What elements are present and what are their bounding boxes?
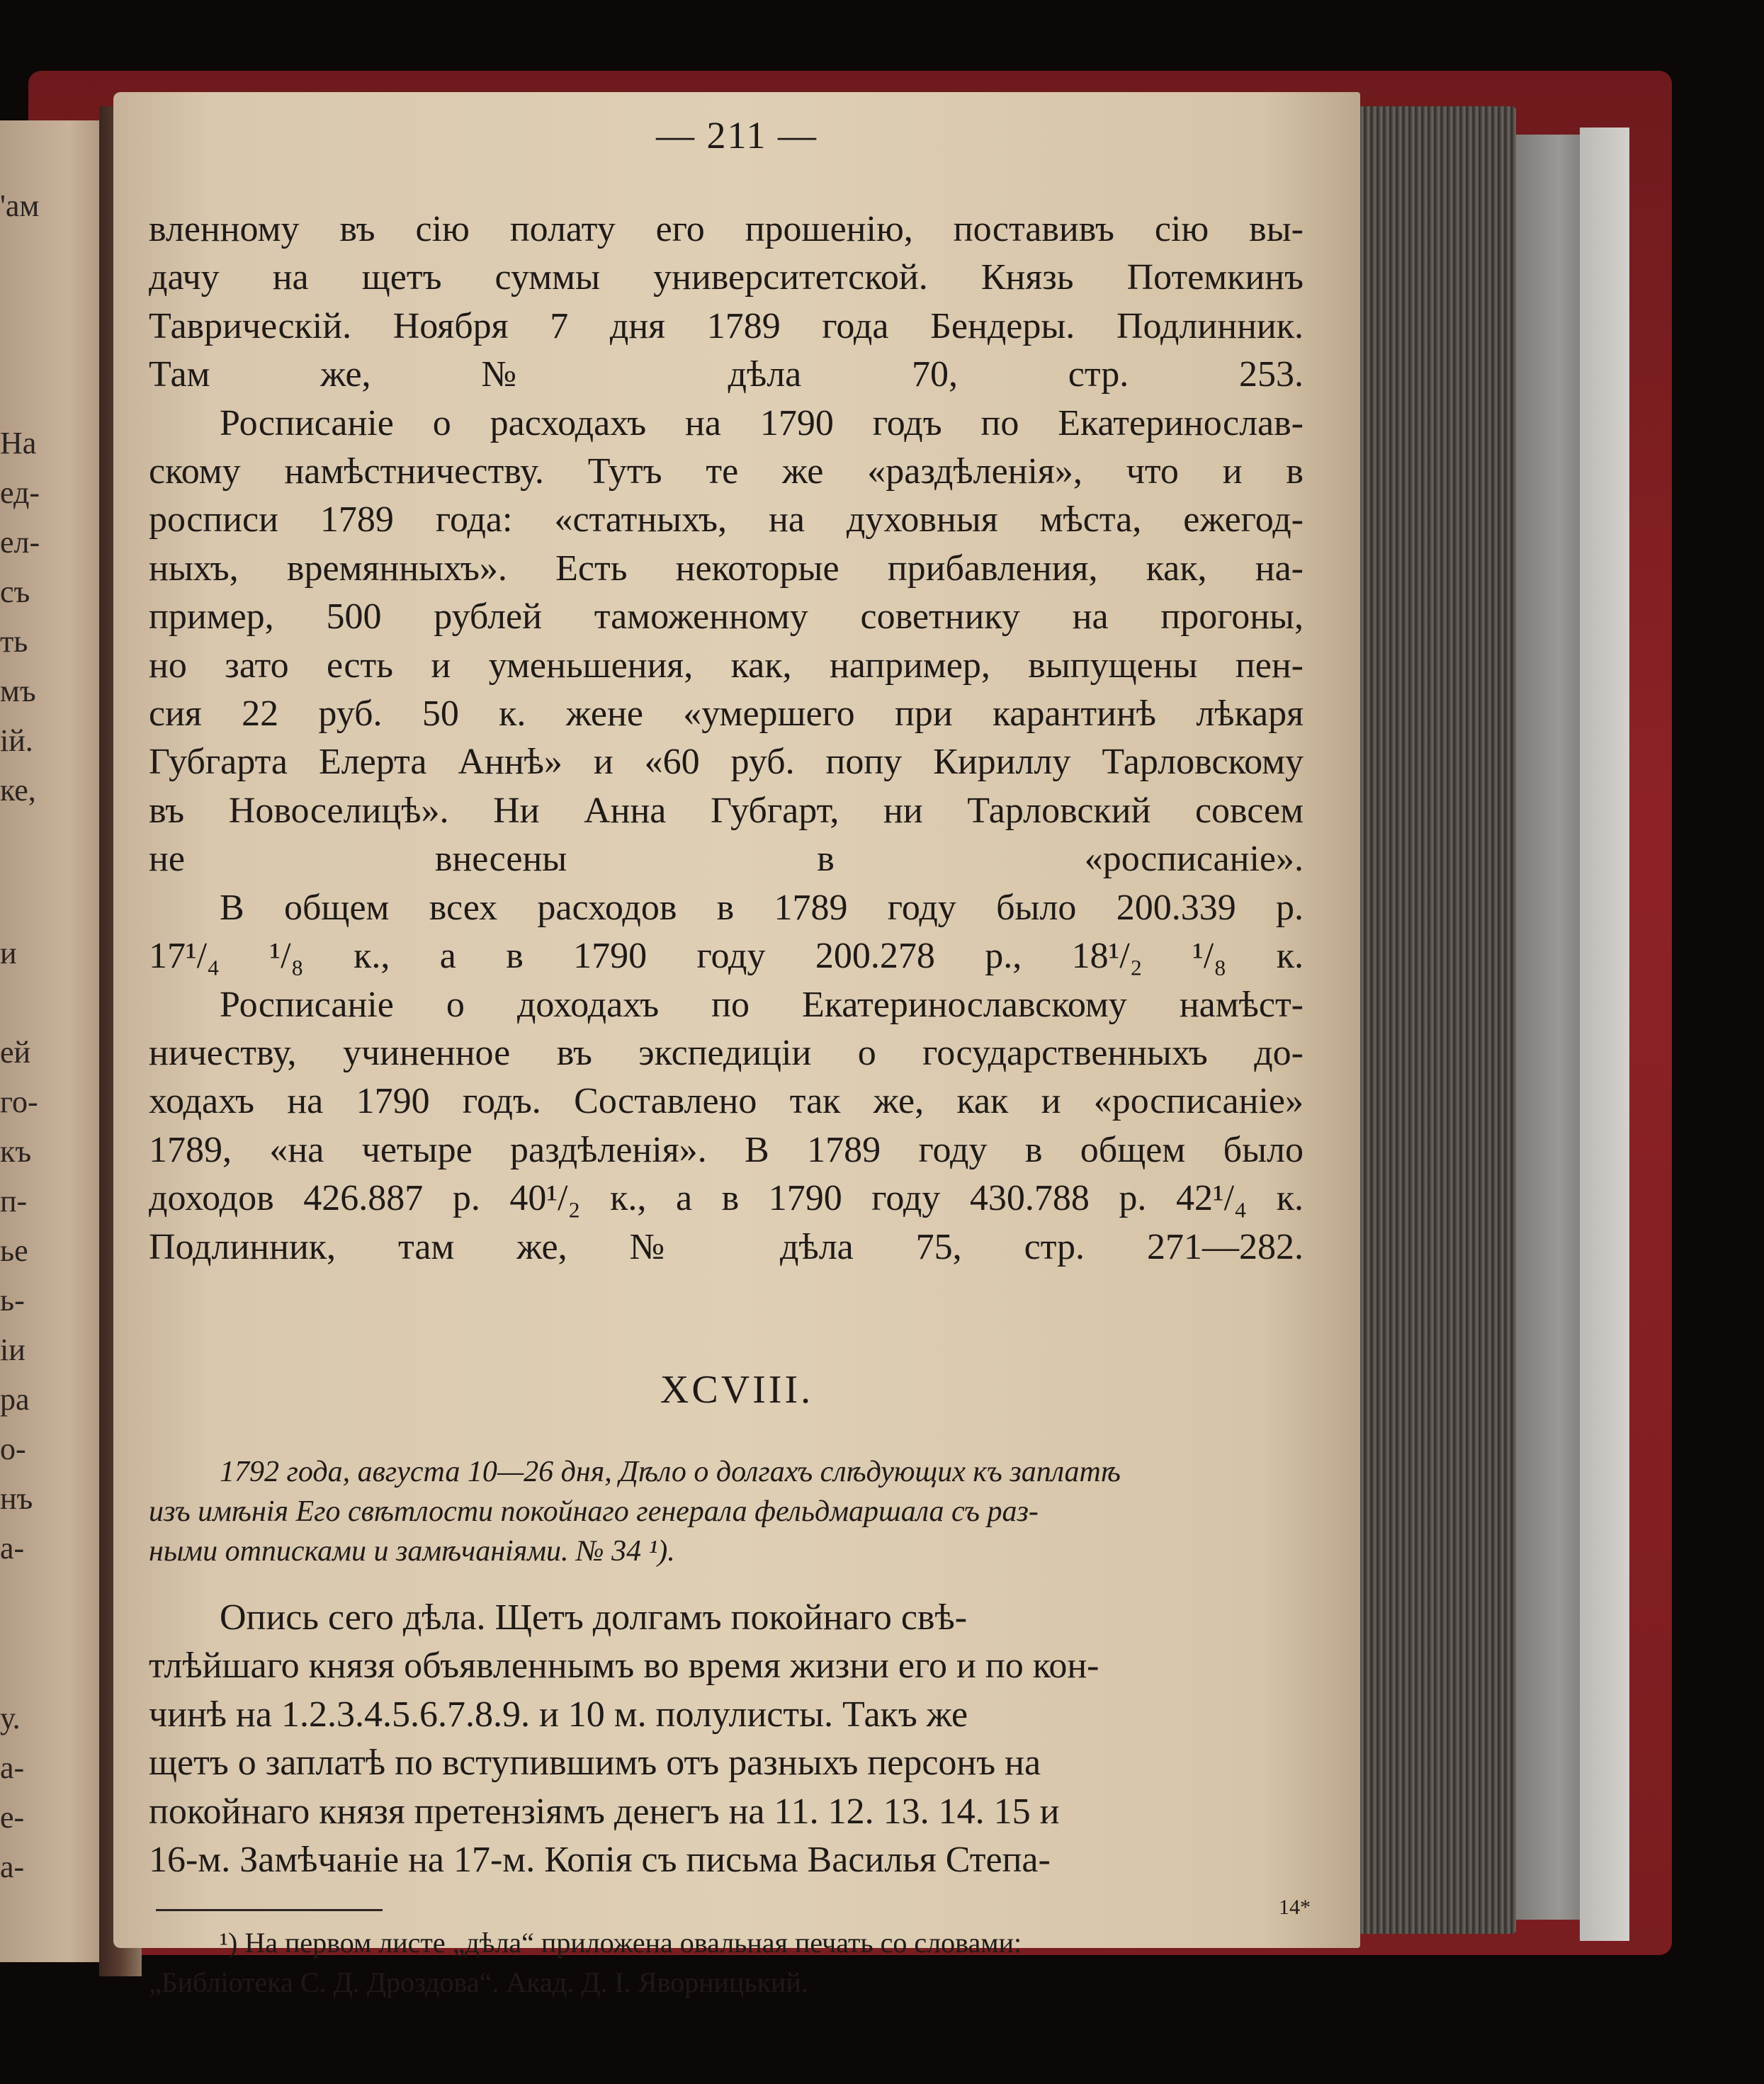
text-line: ходахъ на 1790 годъ. Составлено так же, как и «росписаніе» [149,1081,1304,1122]
left-fragment: е- [0,1800,25,1835]
left-fragment: ь- [0,1283,25,1318]
left-fragment: ей [0,1035,31,1070]
text-line: ныхъ, времянныхъ». Есть некоторые прибавления, как, на- [149,548,1304,589]
left-fragment: и [0,936,17,970]
left-fragment: нъ [0,1481,33,1516]
text-line: скому намѣстничеству. Тутъ те же «раздѣленія», что и в [149,451,1304,492]
left-fragment: о- [0,1432,26,1466]
text-line: Подлинник, там же, № дѣла 75, стр. 271—282. [149,1226,1304,1267]
left-fragment: къ [0,1134,32,1169]
text-line: тлѣйшаго князя объявленнымъ во время жизни его и по кон- [149,1646,1099,1687]
text-line: доходов 426.887 р. 40¹/₂ к., а в 1790 году 430.788 р. 42¹/₄ к. [149,1178,1304,1219]
footnote-line: „Библіотека С. Д. Дроздова“. Акад. Д. І. Яворницький. [149,1966,808,1998]
text-line: Губгарта Елерта Аннѣ» и «60 руб. попу Кириллу Тарловскому [149,742,1304,783]
page-edges [1339,106,1516,1934]
text-line: Опись сего дѣла. Щетъ долгамъ покойнаго свѣ- [220,1597,968,1638]
left-fragment: а- [0,1850,25,1884]
footnote-line: ¹) На первом листе „дѣла“ приложена овальная печать со словами: [220,1927,1022,1959]
text-line: въ Новоселицѣ». Ни Анна Губгарт, ни Тарловский совсем [149,790,1304,831]
left-fragment: го- [0,1085,38,1119]
text-line: 16-м. Замѣчаніе на 17-м. Копія съ письма Василья Степа- [149,1840,1051,1881]
heading-line: 1792 года, августа 10—26 дня, Дѣло о долгахъ слѣдующих къ заплатѣ [220,1456,1121,1488]
text-line: покойнаго князя претензіямъ денегъ на 11. 12. 13. 14. 15 и [149,1791,1060,1832]
text-line: Росписаніе о доходахъ по Екатеринославскому намѣст- [220,984,1304,1025]
text-line: ничеству, учиненное въ экспедиціи о государственныхъ до- [149,1032,1304,1073]
text-line: не внесены в «росписаніе». [149,839,1304,880]
text-line: вленному въ сію полату его прошенію, поставивъ сію вы- [149,209,1304,249]
left-fragment: а- [0,1750,25,1785]
left-fragment: а- [0,1531,25,1565]
section-heading [149,1452,1304,1571]
signature-mark: 14* [1279,1896,1311,1919]
left-fragment: съ [0,574,30,609]
left-fragment: п- [0,1184,28,1218]
section-title: XCVIII. [660,1368,814,1412]
text-line: но зато есть и уменьшения, как, например, выпущены пен- [149,645,1304,686]
text-line: щетъ о заплатѣ по вступившимъ отъ разныхъ персонъ на [149,1743,1041,1784]
left-fragment: ра [0,1382,30,1417]
main-text [149,205,1304,1272]
left-fragment: іи [0,1332,26,1367]
text-line: В общем всех расходов в 1789 году было 200.339 р. [220,887,1304,928]
left-fragment: ке, [0,773,36,808]
inserted-card-edge [1580,128,1629,1941]
left-page-fragment [0,120,113,1962]
heading-line: ными отписками и замѣчаніями. № 34 ¹). [149,1535,675,1568]
left-fragment: На [0,426,37,460]
footnote [149,1923,1304,2003]
left-fragment: у. [0,1701,21,1735]
text-line: сия 22 руб. 50 к. жене «умершего при карантинѣ лѣкаря [149,693,1304,735]
left-fragment: ед- [0,475,40,510]
text-line: дачу на щетъ суммы университетской. Князь Потемкинъ [149,257,1304,298]
left-fragment: ье [0,1233,28,1268]
text-line: Там же, № дѣла 70, стр. 253. [149,354,1304,395]
page-number: — 211 — [656,114,818,157]
text-line: чинѣ на 1.2.3.4.5.6.7.8.9. и 10 м. полулисты. Такъ же [149,1694,968,1735]
left-fragment: мъ [0,674,36,708]
text-line: 17¹/₄ ¹/₈ к., а в 1790 году 200.278 р., 18¹/₂ ¹/₈ к. [149,936,1304,977]
left-fragment: ел- [0,525,40,560]
text-line: пример, 500 рублей таможенному советнику на прогоны, [149,596,1304,638]
text-line: Росписаніе о расходахъ на 1790 годъ по Екатеринослав- [220,402,1304,443]
footnote-divider [156,1909,383,1911]
heading-line: изъ имѣнія Его свѣтлости покойнаго генерала фельдмаршала съ раз- [149,1495,1039,1528]
section-body [149,1594,1304,1884]
left-fragment: ій. [0,723,33,758]
text-line: 1789, «на четыре раздѣленія». В 1789 году в общем было [149,1129,1304,1170]
left-fragment: ть [0,624,28,659]
text-line: росписи 1789 года: «статныхъ, на духовныя мѣста, ежегод- [149,499,1304,540]
left-fragment: 'ам [0,188,40,223]
right-page [113,92,1360,1998]
text-line: Таврическій. Ноября 7 дня 1789 года Бендеры. Подлинник. [149,305,1304,346]
